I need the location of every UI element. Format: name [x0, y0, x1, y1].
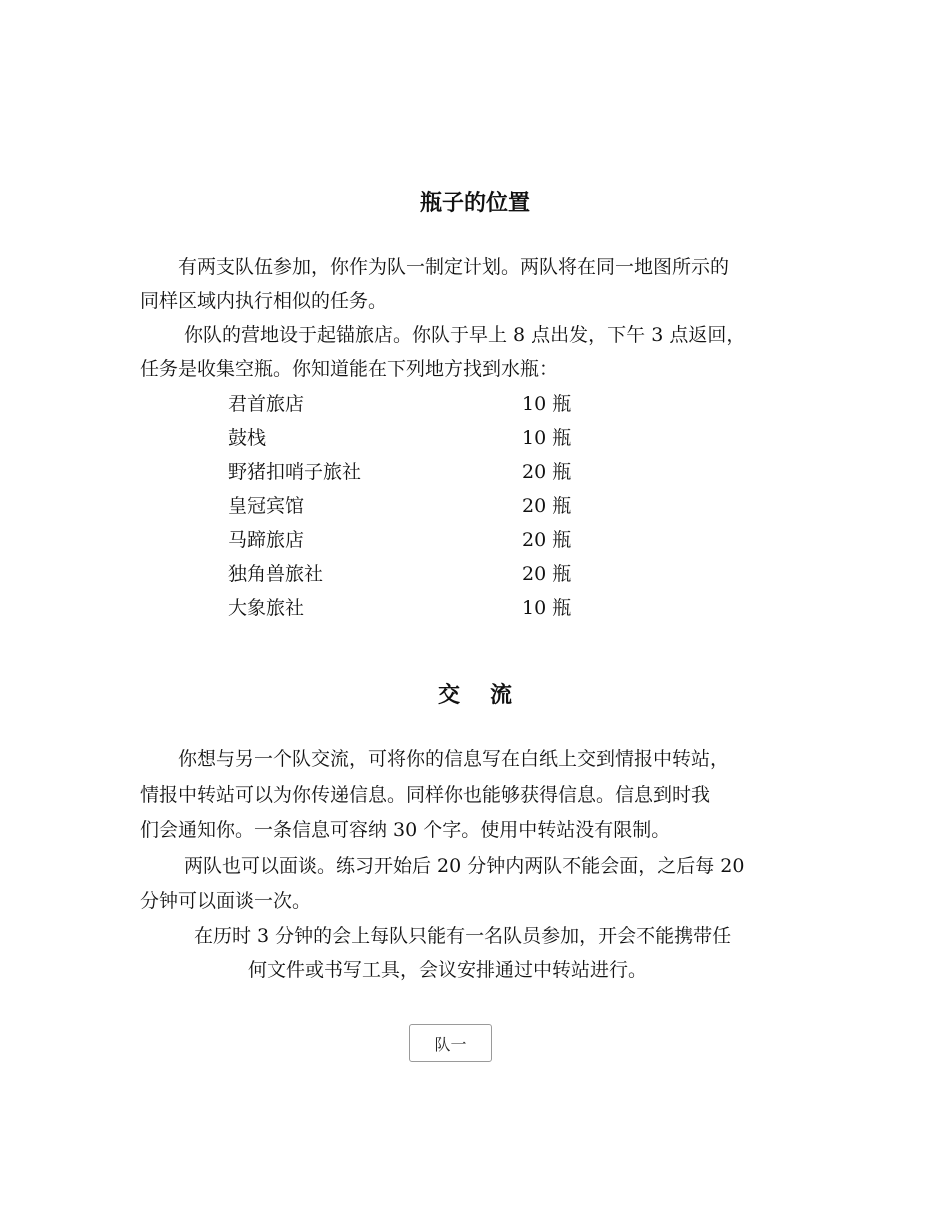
section-title-bottle-locations: 瓶子的位置: [419, 191, 530, 216]
paragraph-line: 何文件或书写工具，会议安排通过中转站进行。: [248, 959, 648, 981]
title-part: 交: [437, 683, 460, 708]
paragraph-line: 在历时 3 分钟的会上每队只能有一名队员参加，开会不能携带任: [194, 925, 732, 947]
location-name: 野猪扣哨子旅社: [228, 461, 362, 483]
title-part: 流: [490, 683, 513, 708]
location-count: 20 瓶: [522, 563, 572, 585]
location-name: 皇冠宾馆: [228, 495, 305, 517]
location-count: 10 瓶: [522, 393, 572, 415]
location-count: 10 瓶: [522, 597, 572, 619]
paragraph-line: 们会通知你。一条信息可容纳 30 个字。使用中转站没有限制。: [140, 819, 671, 841]
paragraph-line: 你想与另一个队交流，可将你的信息写在白纸上交到情报中转站，: [178, 748, 730, 770]
location-name: 独角兽旅社: [228, 563, 324, 585]
location-count: 10 瓶: [522, 427, 572, 449]
paragraph-line: 分钟可以面谈一次。: [140, 890, 312, 912]
location-name: 鼓栈: [228, 427, 267, 449]
location-name: 大象旅社: [228, 597, 305, 619]
paragraph-line: 情报中转站可以为你传递信息。同样你也能够获得信息。信息到时我: [140, 784, 711, 806]
paragraph-line: 同样区域内执行相似的任务。: [140, 290, 388, 312]
location-count: 20 瓶: [522, 461, 572, 483]
location-name: 君首旅店: [228, 393, 305, 415]
location-count: 20 瓶: [522, 495, 572, 517]
paragraph-line: 任务是收集空瓶。你知道能在下列地方找到水瓶：: [140, 358, 559, 380]
location-name: 马蹄旅店: [228, 529, 305, 551]
paragraph-line: 有两支队伍参加，你作为队一制定计划。两队将在同一地图所示的: [178, 256, 730, 278]
team-label-box: 队一: [409, 1024, 492, 1062]
paragraph-line: 你队的营地设于起锚旅店。你队于早上 8 点出发，下午 3 点返回，: [184, 324, 746, 346]
paragraph-line: 两队也可以面谈。练习开始后 20 分钟内两队不能会面，之后每 20: [184, 855, 745, 877]
location-count: 20 瓶: [522, 529, 572, 551]
section-title-communication: [0, 678, 950, 709]
